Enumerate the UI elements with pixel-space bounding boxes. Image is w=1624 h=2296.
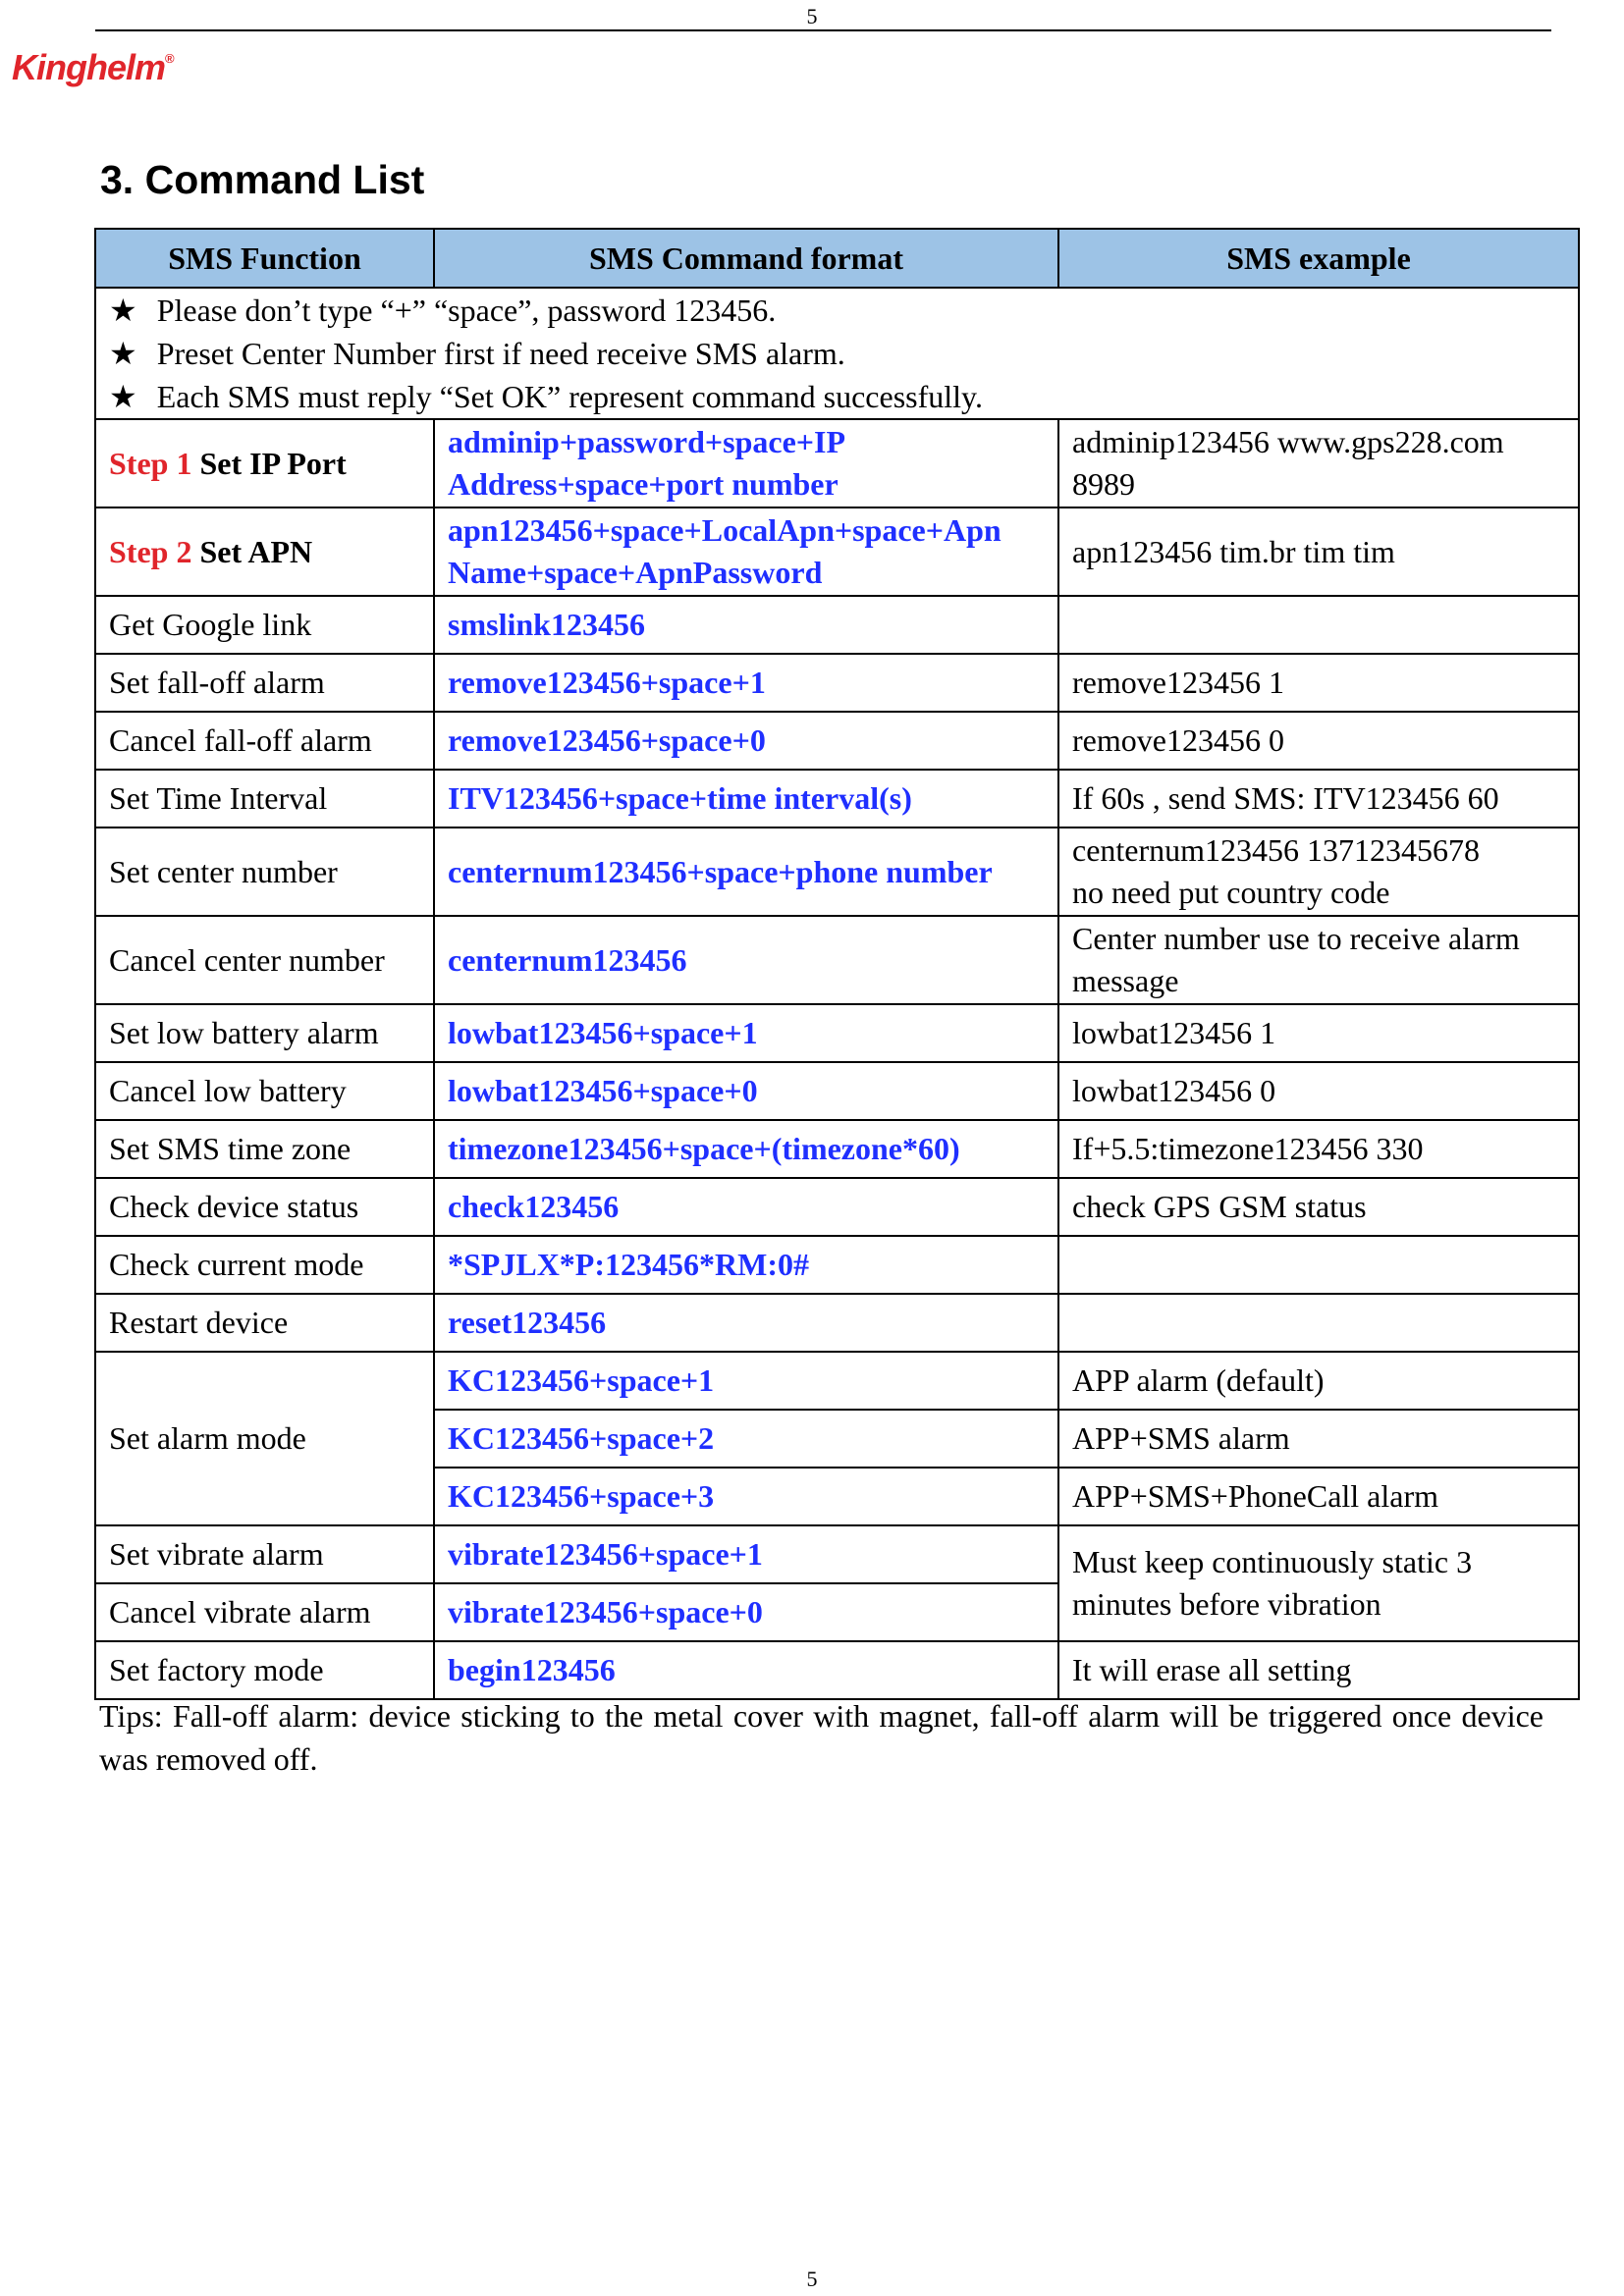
step-label: Step 1 [109,445,192,481]
table-row [95,1294,1579,1352]
example-cell: APP+SMS alarm [1058,1410,1579,1468]
example-line: message [1072,963,1179,998]
format-line: adminip+password+space+IP [448,424,845,459]
function-cell [95,419,434,507]
example-cell: It will erase all setting [1058,1641,1579,1699]
table-row-step-2 [95,507,1579,596]
example-cell [1058,419,1579,507]
format-line: Address+space+port number [448,466,839,502]
table-row [95,654,1579,712]
table-row [95,916,1579,1004]
example-cell [1058,828,1579,916]
star-icon: ★ [109,379,137,414]
format-cell: lowbat123456+space+0 [434,1062,1058,1120]
format-cell: begin123456 [434,1641,1058,1699]
example-line: minutes before vibration [1072,1586,1381,1622]
format-cell: timezone123456+space+(timezone*60) [434,1120,1058,1178]
function-cell: Cancel fall-off alarm [95,712,434,770]
registered-mark: ® [165,51,174,66]
function-cell [95,507,434,596]
header-sms-function: SMS Function [95,229,434,288]
section-title: 3. Command List [100,157,425,202]
format-cell: KC123456+space+2 [434,1410,1058,1468]
step-function: Set IP Port [199,445,347,481]
star-icon: ★ [109,293,137,328]
format-cell: centernum123456 [434,916,1058,1004]
note-text: Preset Center Number first if need receive SMS alarm. [156,336,845,371]
example-line: no need put country code [1072,875,1390,910]
example-line: Must keep continuously static 3 [1072,1544,1473,1579]
example-cell: APP alarm (default) [1058,1352,1579,1410]
format-cell: KC123456+space+1 [434,1352,1058,1410]
function-cell: Check current mode [95,1236,434,1294]
example-cell [1058,1236,1579,1294]
format-cell: check123456 [434,1178,1058,1236]
page-number-bottom: 5 [806,2267,818,2291]
function-cell: Set SMS time zone [95,1120,434,1178]
example-cell [1058,507,1579,596]
function-cell: Set alarm mode [95,1352,434,1525]
page-number-top: 5 [806,4,818,28]
example-cell: check GPS GSM status [1058,1178,1579,1236]
example-line: adminip123456 www.gps228.com [1072,424,1504,459]
table-row [95,1236,1579,1294]
example-cell: If+5.5:timezone123456 330 [1058,1120,1579,1178]
format-cell: *SPJLX*P:123456*RM:0# [434,1236,1058,1294]
function-cell: Cancel center number [95,916,434,1004]
function-cell: Set factory mode [95,1641,434,1699]
logo-text: Kinghelm [12,47,166,87]
function-cell: Set center number [95,828,434,916]
format-cell: centernum123456+space+phone number [434,828,1058,916]
function-cell: Check device status [95,1178,434,1236]
function-cell: Set vibrate alarm [95,1525,434,1583]
function-cell: Set Time Interval [95,770,434,828]
table-row [95,770,1579,828]
format-cell: smslink123456 [434,596,1058,654]
format-cell [434,507,1058,596]
header-rule [95,29,1551,31]
table-row-vibrate [95,1525,1579,1583]
format-cell: remove123456+space+1 [434,654,1058,712]
example-cell [1058,1525,1579,1641]
format-cell: vibrate123456+space+0 [434,1583,1058,1641]
function-cell: Get Google link [95,596,434,654]
function-cell: Restart device [95,1294,434,1352]
note-text: Each SMS must reply “Set OK” represent command successfully. [156,379,983,414]
format-cell: ITV123456+space+time interval(s) [434,770,1058,828]
format-cell: lowbat123456+space+1 [434,1004,1058,1062]
example-cell: remove123456 0 [1058,712,1579,770]
function-cell: Set fall-off alarm [95,654,434,712]
example-cell: lowbat123456 1 [1058,1004,1579,1062]
format-line: Name+space+ApnPassword [448,555,823,590]
note-item [109,289,1565,332]
table-row [95,1004,1579,1062]
step-function: Set APN [199,533,313,569]
step-label: Step 2 [109,533,192,569]
note-item [109,375,1565,418]
notes-cell [95,288,1579,419]
notes-row [95,288,1579,419]
format-cell: vibrate123456+space+1 [434,1525,1058,1583]
table-row [95,828,1579,916]
example-cell [1058,596,1579,654]
example-line: 8989 [1072,466,1135,502]
table-row-step-1 [95,419,1579,507]
format-line: apn123456+space+LocalApn+space+Apn [448,512,1001,548]
example-cell [1058,1294,1579,1352]
tips-paragraph: Tips: Fall-off alarm: device sticking to the metal cover with magnet, fall-off alarm will be triggered once device was removed off. [99,1698,1543,1777]
function-cell: Set low battery alarm [95,1004,434,1062]
format-cell [434,419,1058,507]
function-cell: Cancel low battery [95,1062,434,1120]
format-cell: reset123456 [434,1294,1058,1352]
example-cell: APP+SMS+PhoneCall alarm [1058,1468,1579,1525]
example-line: apn123456 tim.br tim tim [1072,533,1395,569]
table-row [95,1641,1579,1699]
table-header-row [95,229,1579,288]
example-cell [1058,916,1579,1004]
format-cell: remove123456+space+0 [434,712,1058,770]
star-icon: ★ [109,336,137,371]
header-sms-command-format: SMS Command format [434,229,1058,288]
note-item [109,332,1565,375]
table-row-alarm-mode [95,1352,1579,1410]
header-sms-example: SMS example [1058,229,1579,288]
kinghelm-logo [12,47,174,88]
note-text: Please don’t type “+” “space”, password 123456. [156,293,777,328]
table-row [95,1178,1579,1236]
table-row [95,1062,1579,1120]
example-cell: remove123456 1 [1058,654,1579,712]
example-line: Center number use to receive alarm [1072,921,1520,956]
table-row [95,596,1579,654]
example-cell: lowbat123456 0 [1058,1062,1579,1120]
example-cell: If 60s , send SMS: ITV123456 60 [1058,770,1579,828]
command-table [94,228,1580,1700]
function-cell: Cancel vibrate alarm [95,1583,434,1641]
table-row [95,712,1579,770]
table-row [95,1120,1579,1178]
example-line: centernum123456 13712345678 [1072,832,1481,868]
format-cell: KC123456+space+3 [434,1468,1058,1525]
